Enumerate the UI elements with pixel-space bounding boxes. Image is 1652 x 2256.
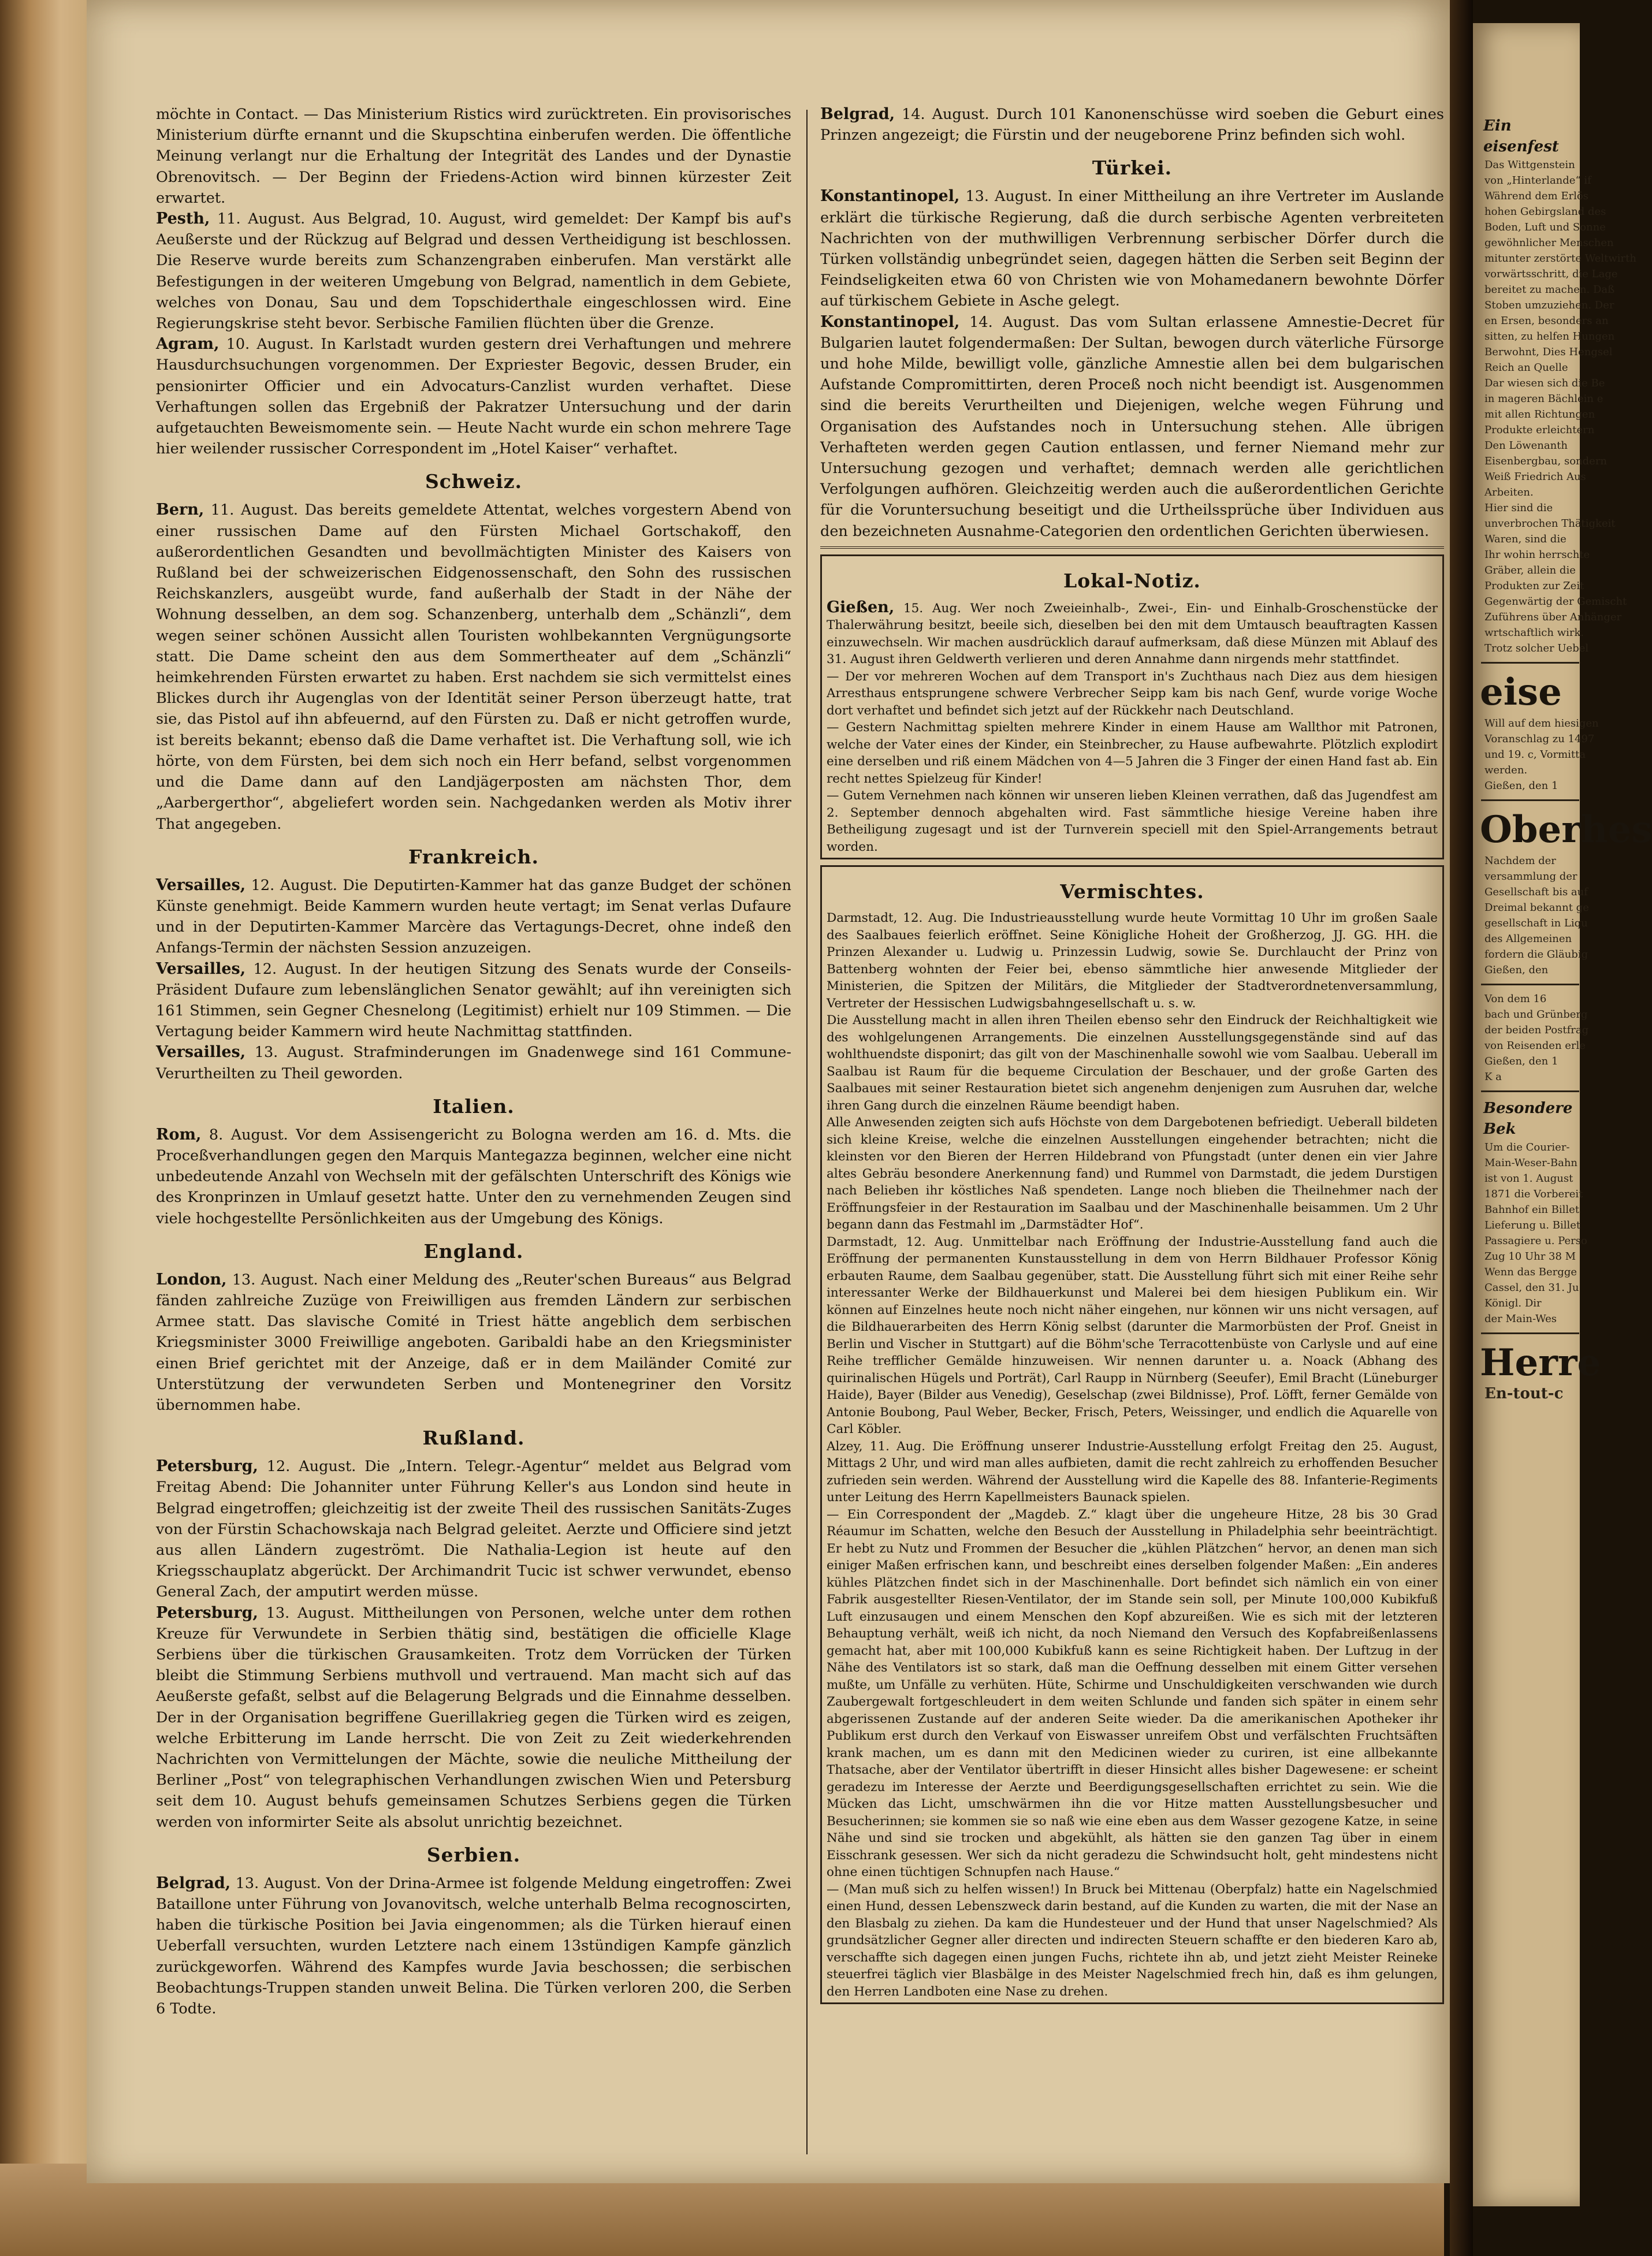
divider [820, 546, 1444, 549]
text-line: Dreimal bekannt ge [1484, 902, 1589, 914]
text-line: K a [1484, 1071, 1502, 1083]
dateline: Versailles, [156, 1043, 246, 1062]
article-body: 13. August. Von der Drina-Armee ist folgende Meldung eingetroffen: Zwei Bataillone unter Führung von Jovanovitsch, welche unterhalb Belma recognoscirten, haben die türkische Position bei Javia eingenommen; als die Türken hierauf einen Ueberfall versuchten, wurden Letztere nach einem 13stündigen Kampfe gänzlich zurückgeworfen. Während des Kampfes wurde Javia beschossen; die serbischen Beobachtungs-Truppen standen unweit Belina. Die Türken verloren 200, die Serben 6 Todte. [156, 1874, 792, 2018]
ad-heading: Besondere Bek [1483, 1100, 1573, 1138]
text-line: und 19. c, Vormitta [1484, 749, 1586, 761]
left-column [156, 104, 791, 2019]
text-line: hohen Gebirgsland des [1484, 206, 1606, 218]
article-versailles-3 [156, 1042, 791, 1084]
article-body: 12. August. In der heutigen Sitzung des Senats wurde der Conseils-Präsident Dufaure zum lebenslänglichen Senator gewählt; auf ihn vereinigten sich 161 Stimmen, sein Gegner Chesnelong (Legitimist) erhielt nur 109 Stimmen. — Die Vertagung beider Kammern wird heute Nachmittag stattfinden. [156, 960, 792, 1041]
column-rule [806, 110, 808, 2154]
article-body: 14. August. Durch 101 Kanonenschüsse wird soeben die Geburt eines Prinzen angezeigt; die Fürstin und der neugeborene Prinz befinden sich wohl. [820, 106, 1444, 144]
dateline: Belgrad, [156, 1874, 231, 1892]
text-line: Trotz solcher Uebel [1484, 642, 1589, 654]
dateline: Rom, [156, 1125, 202, 1144]
text-line: der Main-Wes [1484, 1313, 1557, 1325]
text-line: fordern die Gläubig [1484, 948, 1588, 961]
lokal-item: — Gestern Nachmittag spielten mehrere Kinder in einem Hause am Wallthor mit Patronen, welche der Vater eines der Kinder, ein Steinbrecher, zu Hause aufbewahrte. Plötzlich explodirt eine derselben und riß einem Mädchen von 4—5 Jahren die 3 Finger der einen Hand fast ab. Ein recht nettes Spielzeug für Kinder! [827, 720, 1438, 786]
text-line: Zuführens über Anhänger [1484, 611, 1622, 623]
text-line: Stoben umzuziehen. Der [1484, 299, 1614, 311]
text-line: Bahnhof ein Billet [1484, 1204, 1580, 1216]
text-line: Das Wittgenstein [1484, 159, 1575, 171]
ad-subheading: En-tout-c [1484, 1385, 1564, 1402]
text-line: mitunter zerstörte Weltwirth [1484, 252, 1636, 265]
text-line: Gräber, allein die [1484, 564, 1576, 576]
text-line: ist von 1. August [1484, 1172, 1573, 1185]
article-belgrad [156, 1873, 791, 2019]
text-line: Ihr wohin herrschte [1484, 549, 1590, 561]
text-line: Eisenbergbau, sondern [1484, 455, 1608, 467]
text-line: 1871 die Vorbereit [1484, 1188, 1583, 1200]
text-line: Produkte erleichtern [1484, 424, 1595, 436]
lokal-notiz-box [820, 554, 1444, 860]
text-line: bereitet zu machen. Daß [1484, 284, 1615, 296]
text-line: Reich an Quelle [1484, 362, 1568, 374]
dateline: Gießen, [827, 598, 895, 616]
divider [1481, 799, 1579, 801]
section-heading-serbien: Serbien. [426, 1843, 521, 1866]
text-line: Dar wiesen sich die Be [1484, 377, 1605, 389]
middle-column [820, 104, 1444, 2010]
dateline: Petersburg, [156, 1603, 258, 1622]
text-line: vorwärtsschritt, die Lage [1484, 268, 1618, 280]
divider [1481, 984, 1579, 985]
text-line: des Allgemeinen [1484, 933, 1572, 945]
text-line: in mageren Bächlein e [1484, 393, 1603, 405]
text-line: bach und Grünberg [1484, 1008, 1588, 1021]
facing-page-heading: Ein eisenfest [1483, 117, 1559, 155]
ad-heading: eise [1480, 671, 1562, 714]
ad-heading: Herre [1480, 1341, 1601, 1384]
dateline: Konstantinopel, [820, 312, 960, 331]
article-body: 13. August. In einer Mittheilung an ihre Vertreter im Auslande erklärt die türkische Regierung, daß die durch serbische Agenten verbreiteten Nachrichten von der muthwilligen Verbrennung serbischer Dörfer durch die Türken vollständig unbegründet seien, dagegen hätten die Serben seit Beginn der Feindseligkeiten etwa 60 von Christen wie von Mohamedanern bewohnte Dörfer auf türkischem Gebiete in Asche gelegt. [820, 188, 1444, 310]
article-petersburg-2 [156, 1603, 791, 1833]
section-heading-frankreich: Frankreich. [408, 845, 539, 868]
ad-text [1473, 716, 1599, 794]
article-body: 14. August. Das vom Sultan erlassene Amnestie-Decret für Bulgarien lautet folgendermaßen: Der Sultan, bewogen durch väterliche Fürsorge und hohe Milde, bewilligt volle, gänzliche Amnestie allen bei dem bulgarischen Aufstande Compromittirten, deren Proceß noch nicht beendigt ist. Ausgenommen sind die bereits Verurtheilten und Diejenigen, welche wegen Führung und Organisation des Aufstandes noch in Untersuchung stehen. Alle übrigen Verhafteten werden gegen Caution entlassen, und ferner Niemand mehr zur Untersuchung gezogen und verhaftet; demnach werden alle gerichtlichen Verfolgungen aufhören. Gleichzeitig werden auch die außerordentlichen Gerichte für die Voruntersuchung beseitigt und die Urtheilssprüche über Individuen aus den bezeichneten Ausnahme-Categorien den ordentlichen Gerichten überwiesen. [820, 313, 1445, 540]
text-line: von „Hinterlande“ if [1484, 174, 1591, 187]
article-body: 8. August. Vor dem Assisengericht zu Bologna werden am 16. d. Mts. die Proceßverhandlungen gegen den Marquis Mantegazza beginnen, welcher eine nicht unbedeutende Anzahl von Wechseln mit der gefälschten Unterschrift des Königs wie des Kronprinzen in Umlauf gesetzt hatte. Unter den zu vernehmenden Zeugen sind viele hochgestellte Persönlichkeiten aus der Umgebung des Königs. [156, 1126, 792, 1227]
ad-heading: Oberhes [1480, 808, 1652, 851]
vermischtes-item: — Ein Correspondent der „Magdeb. Z.“ klagt über die ungeheure Hitze, 28 bis 30 Grad Réaumur im Schatten, welche den Besuch der Ausstellung in Philadelphia sehr beeinträchtigt. Er hebt zu Nutz und Frommen der Besucher die „kühlen Plätzchen“ hervor, an denen man sich einiger Maßen erfrischen kann, und beschreibt eines derselben folgender Maßen: „Ein anderes kühles Plätzchen findet sich in der Maschinenhalle. Dort befindet sich nämlich ein von einer Fabrik ausgestellter Riesen-Ventilator, der im Stande sein soll, per Minute 100,000 Kubikfuß Luft einzusaugen und einem Menschen den Kopf abzureißen. Wie es sich mit der letzteren Behauptung verhält, weiß ich nicht, da noch Niemand den Versuch des Kopfabreißenlassens gemacht hat, aber mit 100,000 Kubikfuß kann es seine Richtigkeit haben. Der Luftzug in der Nähe des Ventilators ist so stark, daß man die Oeffnung desselben mit einem Gitter versehen mußte, um Unfälle zu verhüten. Hüte, Schirme und Unschuldigkeiten verschwanden wie durch Zaubergewalt fortgeschleudert in dem weiten Schlunde und fanden sich später in einem sehr abgerissenen Zustande auf der anderen Seite wieder. Da die amerikanischen Apotheker ihr Publikum erst durch den Verkauf von Eiswasser unreifem Obst und verfälschten Fruchtsäften krank machen, um es dann mit den Medicinen wieder zu curiren, ist eine allbekannte Thatsache, aber der Ventilator übertrifft in dieser Hinsicht alles bisher Dagewesene: er scheint geradezu im Interesse der Aerzte und Beerdigungsgesellschaften errichtet zu sein. Wie die Mücken das Licht, umschwärmen ihn die vor Hitze matten Ausstellungsbesucher und Besucherinnen; sie kommen sie so naß wie eine eben aus dem Wasser gezogene Katze, in seine Nähe und sind sie trocken und abgekühlt, als hätten sie den ganzen Tag über in einem Eisschrank gesessen. Wer sich da nicht geradezu die Schwindsucht holt, geht mindestens nicht ohne einen tüchtigen Schnupfen nach Hause.“ [827, 1507, 1438, 1880]
lokal-item [827, 599, 1438, 668]
divider [1481, 662, 1579, 664]
text-line: versammlung der [1484, 870, 1577, 883]
ad-text [1473, 1140, 1587, 1327]
section-heading-russland: Rußland. [422, 1427, 525, 1450]
vermischtes-item: — (Man muß sich zu helfen wissen!) In Bruck bei Mittenau (Oberpfalz) hatte ein Nagelschmied einen Hund, dessen Lebenszweck darin bestand, auf die Kunden zu warten, die mit der Nase an den Blasbalg zu ziehen. Da kam die Hundesteuer und der Hund that unser Nagelschmied? Als grundsätzlicher Gegner aller directen und indirecten Steuern schaffte er den biederen Karo ab, verschaffte sich dagegen einen jungen Fuchs, richtete ihn ab, und jetzt zieht Meister Reineke steuerfrei täglich vier Blasbälge in des Meister Nagelschmied frech hin, daß es ihm gelungen, den Herren Landboten eine Nase zu drehen. [827, 1882, 1438, 1999]
text-line: Um die Courier- [1484, 1141, 1570, 1153]
text-line: gesellschaft in Liqu [1484, 917, 1588, 929]
article-body: 11. August. Das bereits gemeldete Attentat, welches vorgestern Abend von einer russischen Dame auf den Fürsten Michael Gortschakoff, den außerordentlichen Gesandten und bevollmächtigten Minister des Kaisers von Rußland bei der schweizerischen Eidgenossenschaft, den Sohn des russischen Reichskanzlers, ausgeübt wurde, fand außerhalb der Stadt in der Nähe der Wohnung desselben, an dem sog. Schanzenberg, unterhalb dem „Schänzli“, dem wegen seiner schönen Aussicht allen Touristen wohlbekannten Vergnügungsorte statt. Die Dame scheint den aus dem Sommertheater auf dem „Schänzli“ heimkehrenden Fürsten erwartet zu haben. Erst nachdem sie sich vermittelst eines Blickes durch ihr Augenglas von der Identität seiner Person überzeugt hatte, trat sie, das Pistol auf ihn abfeuernd, auf den Fürsten zu. Daß er nicht getroffen wurde, ist bereits bekannt; ebenso daß die Dame verhaftet ist. Die Verhaftung soll, wie ich hörte, von dem Fürsten, bei dem sich noch ein Herr befand, selbst vorgenommen und die Dame dann auf den Landjägerposten am nächsten Thor, dem „Aarbergerthor“, abgeliefert worden sein. Nachgedanken werden als Motiv ihrer That angegeben. [156, 501, 791, 833]
text-line: Nachdem der [1484, 855, 1556, 867]
text-line: unverbrochen Thätigkeit [1484, 518, 1616, 530]
article-konstantinopel-2 [820, 312, 1444, 542]
article-pesth [156, 209, 791, 334]
vermischtes-item: Alzey, 11. Aug. Die Eröffnung unserer Industrie-Ausstellung erfolgt Freitag den 25. August, Mittags 2 Uhr, und wird man alles aufbieten, damit die recht zahlreich zu erhoffenden Besucher zufrieden sein werden. Während der Ausstellung wird die Kapelle des 88. Infanterie-Regiments unter Leitung des Herrn Kapellmeisters Baunack spielen. [827, 1439, 1438, 1505]
dateline: London, [156, 1270, 227, 1289]
article-konstantinopel-1 [820, 186, 1444, 311]
vermischtes-item: Darmstadt, 12. Aug. Die Industrieausstellung wurde heute Vormittag 10 Uhr im großen Saale des Saalbaues feierlich eröffnet. Seine Königliche Hoheit der Großherzog, JJ. GG. HH. die Prinzen Alexander u. Ludwig u. Prinzessin Ludwig, sowie Se. Durchlaucht der Prinz von Battenberg wohnten der Feier bei, ebenso sämmtliche hier anwesende Mitglieder der Ministerien, die Spitzen der Militärs, die Mitglieder der Stadtverordnetenversammlung, Vertreter der Hessischen Ludwigsbahngesellschaft u. s. w. [827, 911, 1438, 1011]
article-london [156, 1270, 791, 1416]
text-line: Königl. Dir [1484, 1297, 1542, 1309]
dateline: Versailles, [156, 959, 246, 978]
text-line: Wenn das Bergge [1484, 1266, 1577, 1278]
text-line: Gegenwärtig der Gemischt [1484, 595, 1627, 608]
text-line: Gießen, den [1484, 964, 1549, 976]
text-line: Waren, sind die [1484, 533, 1567, 545]
text-line: Cassel, den 31. Ju [1484, 1282, 1579, 1294]
text-line: werden. [1484, 764, 1528, 776]
text-line: Main-Weser-Bahn [1484, 1157, 1578, 1169]
article-body: 10. August. In Karlstadt wurden gestern drei Verhaftungen und mehrere Hausdurchsuchungen vorgenommen. Der Expriester Begovic, dessen Bruder, ein pensionirter Officier und ein Advocaturs-Canzlist wurden verhaftet. Diese Verhaftungen sollen das Ergebniß der Pakratzer Untersuchung und der darin aufgetauchten Beweismomente sein. — Heute Nacht wurde ein schon mehrere Tage hier weilender russischer Correspondent im „Hotel Kaiser“ verhaftet. [156, 336, 792, 458]
text-line: wrtschaftlich wirk. [1484, 627, 1584, 639]
text-line: mit allen Richtungen [1484, 408, 1595, 420]
article-body: 13. August. Nach einer Meldung des „Reuter'schen Bureaus“ aus Belgrad fänden zahlreiche Zuzüge von Freiwilligen aus fremden Ländern zur serbischen Armee statt. Das slavische Comité in Triest hätte angeblich dem serbischen Kriegsminister 3000 Freiwillige angeboten. Garibaldi habe an den Kriegsminister einen Brief gerichtet mit der Anzeige, daß er in dem Mailänder Comité zur Unterstützung der verwundeten Serben und Montenegriner den Vorsitz übernommen habe. [156, 1271, 791, 1414]
article-body: 13. August. Mittheilungen von Personen, welche unter dem rothen Kreuze für Verwundete in Serbien thätig sind, bestätigen die officielle Klage Serbiens über die türkischen Grausamkeiten. Trotz dem Vorrücken der Türken bleibt die Stimmung Serbiens muthvoll und vertrauend. Man macht sich auf das Aeußerste gefaßt, selbst auf die Belagerung Belgrads und die Einnahme desselben. Der in der Organisation begriffene Guerillakrieg gegen die Türken wird es zeigen, welche Erbitterung im Lande herrscht. Die von Zeit zu Zeit wiederkehrenden Nachrichten von Vermittelungen der Mächte, sowie die neuliche Mittheilung der Berliner „Post“ von telegraphischen Verhandlungen zwischen Wien und Petersburg seit dem 10. August behufs gemeinsamen Schutzes Serbiens gegen die Türken werden von informirter Seite als absolut unrichtig bezeichnet. [156, 1604, 792, 1831]
ad-text [1473, 991, 1589, 1085]
section-heading-lokal: Lokal-Notiz. [1063, 569, 1201, 592]
text-line: Gießen, den 1 [1484, 1055, 1558, 1067]
article-body: 11. August. Aus Belgrad, 10. August, wird gemeldet: Der Kampf bis auf's Aeußerste und der Rückzug auf Belgrad und dessen Vertheidigung ist beschlossen. Die Reserve wurde bereits zum Schanzengraben einberufen. Man verstärkt alle Befestigungen in der weiteren Umgebung von Belgrad, namentlich in dem Gebiete, welches von Donau, Sau und dem Topschiderthale eingeschlossen wird. Eine Regierungskrise steht bevor. Serbische Familien flüchten über die Grenze. [156, 210, 791, 333]
text-line: gewöhnlicher Menschen [1484, 237, 1614, 249]
vermischtes-item: Alle Anwesenden zeigten sich aufs Höchste von dem Dargebotenen befriedigt. Ueberall bildeten sich kleine Kreise, welche die einzelnen Ausstellungen eingehender betrachten; nicht die kleinsten vor den Bieren der Herren Hildebrand von Pfungstadt (unter denen ein vier Jahre altes Gebräu besondere Anerkennung fand) und Rummel von Darmstadt, die jedem Durstigen nach Belieben ihr köstliches Naß spendeten. Lange noch blieben die Theilnehmer nach der Eröffnungsfeier in der Restauration im Saalbau und der Maschinenhalle beisammen. Um 2 Uhr begann dann das Festmahl im „Darmstädter Hof“. [827, 1115, 1438, 1233]
dateline: Belgrad, [820, 105, 895, 123]
text-line: Will auf dem hiesigen [1484, 717, 1599, 729]
text-line: Berwohnt, Dies Hengsel [1484, 346, 1613, 358]
text-line: Passagiere u. Perso [1484, 1235, 1587, 1247]
article-paragraph: möchte in Contact. — Das Ministerium Ristics wird zurücktreten. Ein provisorisches Ministerium dürfte ernannt und die Skupschtina einberufen werden. Die öffentliche Meinung verlangt nur die Erhaltung der Integrität des Landes und der Dynastie Obrenovitsch. — Der Beginn der Friedens-Action wird binnen kürzester Zeit erwartet. [156, 106, 791, 207]
article-versailles-1 [156, 875, 791, 959]
ad-text [1473, 853, 1589, 978]
article-body: 13. August. Strafminderungen im Gnadenwege sind 161 Commune-Verurtheilten zu Theil geworden. [156, 1044, 792, 1082]
text-line: Voranschlag zu 1497 [1484, 733, 1595, 745]
book-gutter [1450, 0, 1473, 2256]
text-line: Gesellschaft bis auf [1484, 886, 1588, 898]
text-line: Während dem Erlös [1484, 190, 1588, 202]
dateline: Konstantinopel, [820, 187, 960, 206]
section-heading-schweiz: Schweiz. [425, 470, 523, 493]
section-heading-tuerkei: Türkei. [1092, 157, 1173, 180]
article-petersburg-1 [156, 1456, 791, 1602]
section-heading-vermischtes: Vermischtes. [1060, 880, 1204, 903]
divider [1481, 1090, 1579, 1092]
section-heading-italien: Italien. [433, 1095, 515, 1118]
dateline: Petersburg, [156, 1457, 258, 1476]
text-line: Hier sind die [1484, 502, 1553, 514]
article-body: 15. Aug. Wer noch Zweieinhalb-, Zwei-, Ein- und Einhalb-Groschenstücke der Thalerwährung besitzt, beeile sich, dieselben bei den mit dem Umtausch beauftragten Kassen einzuwechseln. Wir machen ausdrücklich darauf aufmerksam, daß diese Münzen mit Ablauf des 31. August ihren Geldwerth verlieren und deren Annahme dann nirgends mehr stattfindet. [827, 601, 1438, 667]
text-line: Lieferung u. Billet [1484, 1219, 1581, 1231]
section-heading-england: England. [423, 1239, 524, 1263]
article-rom [156, 1125, 791, 1229]
vermischtes-box [820, 865, 1444, 2004]
text-line: von Reisenden erle [1484, 1040, 1586, 1052]
text-line: der beiden Postfrag [1484, 1024, 1589, 1036]
article-agram [156, 334, 791, 459]
article-body: 12. August. Die „Intern. Telegr.-Agentur“ meldet aus Belgrad vom Freitag Abend: Die Johanniter unter Führung Keller's aus London sind heute in Belgrad eingetroffen; gleichzeitig ist der zweite Theil des russischen Sanitäts-Zuges von der Fürstin Schachowskaja nach Belgrad geleitet. Aerzte und Officiere sind jetzt aus allen Ländern zugeströmt. Die Nathalia-Legion ist heute auf den Kriegsschauplatz abgerückt. Der Archimandrit Tucic ist schwer verwundet, ebenso General Zach, der amputirt werden müsse. [156, 1458, 791, 1601]
text-line: Arbeiten. [1484, 486, 1534, 498]
text-line: Von dem 16 [1484, 993, 1547, 1005]
text-line: en Ersen, besonders an [1484, 315, 1609, 327]
article-versailles-2 [156, 959, 791, 1043]
book-edge [0, 0, 87, 2256]
lokal-item: — Gutem Vernehmen nach können wir unseren lieben Kleinen verrathen, daß das Jugendfest am 2. September dennoch abgehalten wird. Fast sämmtliche hiesige Vereine haben ihre Betheiligung zugesagt und ist der Turnverein speciell mit den Spiel-Arrangements betraut worden. [827, 788, 1438, 854]
dateline: Bern, [156, 501, 204, 519]
text-line: Den Löwenanth [1484, 440, 1568, 452]
article-bern [156, 500, 791, 834]
text-line: Weiß Friedrich Aus [1484, 471, 1586, 483]
dateline: Agram, [156, 335, 219, 353]
vermischtes-item: Darmstadt, 12. Aug. Unmittelbar nach Eröffnung der Industrie-Ausstellung fand auch die Eröffnung der permanenten Kunstausstellung in dem von Herrn Bildhauer Professor König erbauten Raume, dem Saalbau gegenüber, statt. Die Ausstellung führt sich mit einer Reihe sehr interessanter Werke der Bildhauerkunst und Malerei bei dem hiesigen Publikum ein. Wir können auf Einzelnes heute noch nicht näher eingehen, nur können wir uns nicht versagen, auf die Bildhauerarbeiten des Herrn König selbst (darunter die Marmorbüsten der Prof. Gneist in Berlin und Vischer in Stuttgart) auf die Böhm'sche Terracottenbüste von Carlysle und auf eine Reihe trefflicher Gemälde hinzuweisen. Wir nennen darunter u. a. Noack (Abhang des quirinalischen Hügels und Porträt), Carl Raupp in Nürnberg (Seeufer), Emil Bracht (Lüneburger Haide), Bayer (Bilder aus Venedig), Geselschap (zwei Bildnisse), Prof. Löfft, ferner Gemälde von Antonie Boubong, Paul Weber, Becker, Frisch, Peters, Weissinger, und endlich die Aquarelle von Carl Köbler. [827, 1234, 1438, 1437]
article-body: 12. August. Die Deputirten-Kammer hat das ganze Budget der schönen Künste genehmigt. Beide Kammern wurden heute vertagt; im Senat verlas Dufaure und in der Deputirten-Kammer Marcère das Vertagungs-Decret, ohne indeß den Anfangs-Termin der nächsten Session anzuzeigen. [156, 876, 791, 957]
text-line: Zug 10 Uhr 38 M [1484, 1250, 1576, 1263]
facing-page-edge [1473, 23, 1652, 2206]
text-line: Boden, Luft und Sonne [1484, 221, 1606, 233]
lokal-item: — Der vor mehreren Wochen auf dem Transport in's Zuchthaus nach Diez aus dem hiesigen Arresthaus entsprungene schwere Verbrecher Seipp kam bis nach Genf, wurde vorige Woche dort verhaftet und befindet sich jetzt auf der Rückkehr nach Deutschland. [827, 669, 1438, 718]
dateline: Pesth, [156, 210, 210, 228]
facing-page-text [1473, 157, 1636, 656]
divider [1481, 1332, 1579, 1334]
text-line: sitten, zu helfen Hungen [1484, 330, 1615, 343]
text-line: Gießen, den 1 [1484, 780, 1558, 792]
vermischtes-item: Die Ausstellung macht in allen ihren Theilen ebenso sehr den Eindruck der Reichhaltigkeit wie des wohlgelungenen Arrangements. Die einzelnen Ausstellungsgegenstände sind auf das wohlthuendste disponirt; das gilt von der Maschinenhalle sowohl wie vom Saalbau. Ueberall im Saalbau ist Raum für die bequeme Circulation der Beschauer, und der große Garten des Saalbaues mit seiner Restauration bietet sich angenehm denjenigen zum Ausruhen dar, welche ihren Gang durch die einzelnen Räume beendigt haben. [827, 1013, 1438, 1113]
article-belgrad-2 [820, 104, 1444, 146]
text-line: Produkten zur Zeit [1484, 580, 1584, 592]
dateline: Versailles, [156, 876, 246, 894]
